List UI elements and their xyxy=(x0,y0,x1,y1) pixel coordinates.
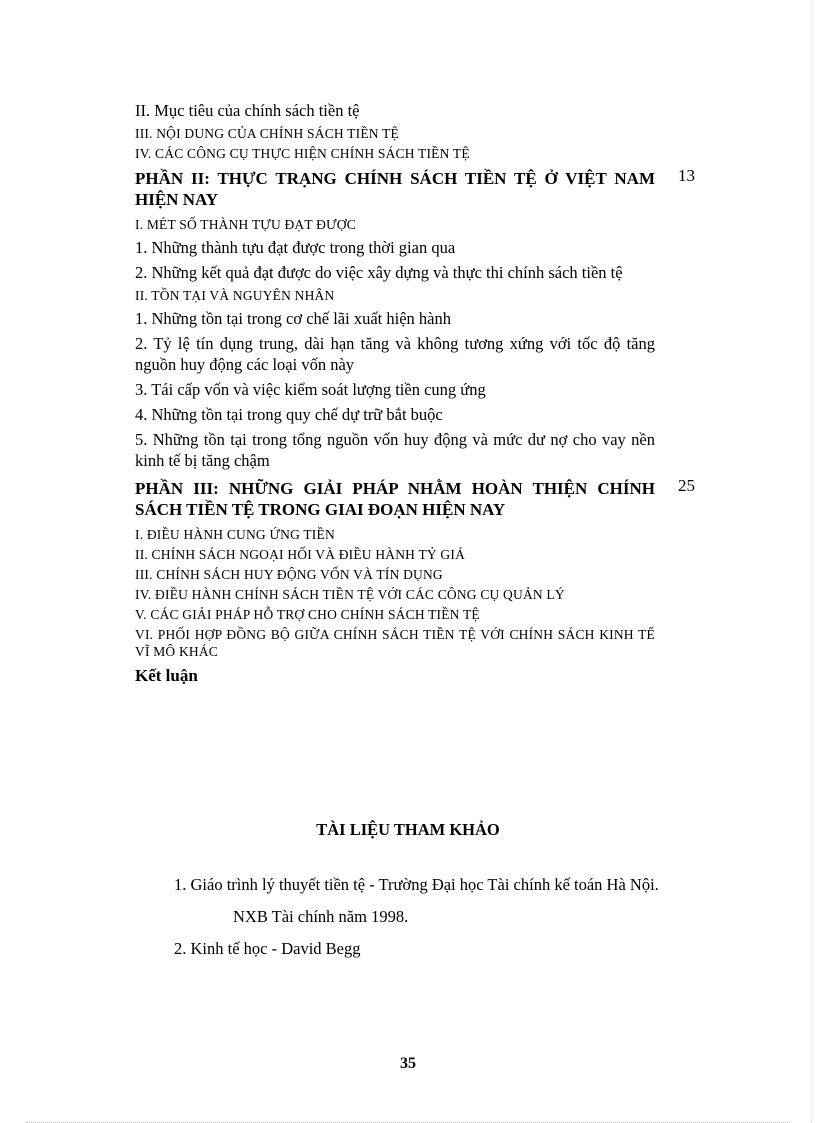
toc-item: 5. Những tồn tại trong tổng nguồn vốn huy động và mức dư nợ cho vay nền kinh tế bị tăng chậm xyxy=(135,430,655,470)
toc-item: 2. Tỷ lệ tín dụng trung, dài hạn tăng và không tương xứng với tốc độ tăng nguồn huy động các loại vốn này xyxy=(135,334,655,374)
toc-item: 3. Tái cấp vốn và việc kiểm soát lượng tiền cung ứng xyxy=(135,380,486,399)
toc-item: II. TỒN TẠI VÀ NGUYÊN NHÂN xyxy=(135,288,335,303)
part-3-page: 25 xyxy=(678,476,695,495)
toc-item: 2. Những kết quả đạt được do việc xây dựng và thực thi chính sách tiền tệ xyxy=(135,263,623,282)
toc-item: V. CÁC GIẢI PHÁP HỖ TRỢ CHO CHÍNH SÁCH TIỀN TỆ xyxy=(135,607,480,622)
part-2-page: 13 xyxy=(678,166,695,185)
toc-item: I. ĐIỀU HÀNH CUNG ỨNG TIỀN xyxy=(135,527,335,542)
toc-item: III. CHÍNH SÁCH HUY ĐỘNG VỐN VÀ TÍN DỤNG xyxy=(135,567,443,582)
toc-item: 1. Những tồn tại trong cơ chế lãi xuất hiện hành xyxy=(135,309,451,328)
page-right-border xyxy=(811,0,812,1123)
toc-part-3 xyxy=(135,475,695,523)
reference-publisher: NXB Tài chính năm 1998. xyxy=(233,907,409,926)
toc-item: IV. CÁC CÔNG CỤ THỰC HIỆN CHÍNH SÁCH TIỀN TỆ xyxy=(135,146,470,161)
part-3-title: PHẦN III: NHỮNG GIẢI PHÁP NHẰM HOÀN THIỆN CHÍNH SÁCH TIỀN TỆ TRONG GIAI ĐOẠN HIỆN NAY xyxy=(135,479,655,519)
references-list xyxy=(136,873,744,961)
toc-item: 1. Những thành tựu đạt được trong thời gian qua xyxy=(135,238,456,257)
toc-conclusion: Kết luận xyxy=(135,666,198,685)
table-of-contents xyxy=(135,96,695,686)
page-number: 35 xyxy=(400,1055,416,1072)
references-title: TÀI LIỆU THAM KHẢO xyxy=(316,820,500,839)
toc-item: II. CHÍNH SÁCH NGOẠI HỐI VÀ ĐIỀU HÀNH TỶ GIÁ xyxy=(135,547,466,562)
toc-item: I. MÉT SỐ THÀNH TỰU ĐẠT ĐƯỢC xyxy=(135,217,356,232)
toc-item: II. Mục tiêu của chính sách tiền tệ xyxy=(135,101,360,120)
toc-item: IV. ĐIỀU HÀNH CHÍNH SÁCH TIỀN TỆ VỚI CÁC CÔNG CỤ QUẢN LÝ xyxy=(135,587,565,602)
toc-item: VI. PHỐI HỢP ĐỒNG BỘ GIỮA CHÍNH SÁCH TIỀN TỆ VỚI CHÍNH SÁCH KINH TẾ VĨ MÔ KHÁC xyxy=(135,627,655,659)
toc-part-2 xyxy=(135,165,695,213)
part-2-title: PHẦN II: THỰC TRẠNG CHÍNH SÁCH TIỀN TỆ Ở VIỆT NAM HIỆN NAY xyxy=(135,169,655,209)
toc-item: 4. Những tồn tại trong quy chế dự trữ bắt buộc xyxy=(135,405,443,424)
toc-item: III. NỘI DUNG CỦA CHÍNH SÁCH TIỀN TỆ xyxy=(135,126,399,141)
reference-item: 2. Kinh tế học - David Begg xyxy=(174,939,361,958)
reference-item: 1. Giáo trình lý thuyết tiền tệ - Trường Đại học Tài chính kế toán Hà Nội. xyxy=(174,875,659,894)
